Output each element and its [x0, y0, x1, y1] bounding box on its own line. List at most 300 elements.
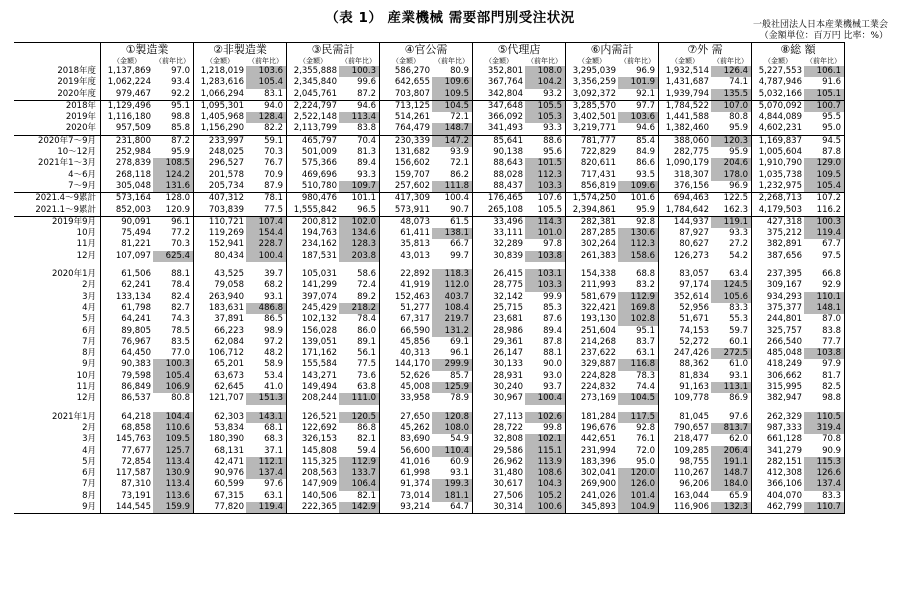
column-header: ①製造業: [101, 43, 194, 58]
ratio-cell: 93.2: [525, 89, 566, 101]
ratio-cell: 95.0: [618, 457, 659, 468]
amount-cell: 3,402,501: [572, 112, 616, 123]
amount-cell: 282,775: [673, 147, 709, 158]
amount-cell: 306,662: [766, 370, 802, 381]
ratio-cell: 72.1: [432, 158, 473, 169]
ratio-cell: 78.4: [339, 314, 380, 325]
amount-cell: 109,285: [673, 445, 709, 456]
row-label: 2021.1～9累計: [14, 205, 101, 217]
ratio-cell: 126.6: [804, 468, 845, 479]
amount-cell: 41,919: [400, 280, 430, 291]
ratio-cell: 113.4: [153, 457, 194, 468]
ratio-cell: 105.3: [525, 112, 566, 123]
table-row: [14, 112, 845, 123]
ratio-cell: 83.3: [804, 491, 845, 502]
amount-cell: 79,598: [121, 370, 151, 381]
amount-subheader: （金額）: [206, 57, 234, 65]
amount-cell: 231,800: [101, 135, 154, 147]
ratio-cell: 112.9: [339, 457, 380, 468]
ratio-cell: 115.3: [804, 457, 845, 468]
table-row: [14, 239, 845, 250]
ratio-cell: [618, 262, 659, 269]
ratio-cell: 113.1: [711, 382, 752, 393]
row-label: 2020年7～9月: [14, 135, 101, 147]
ratio-cell: 86.8: [339, 423, 380, 434]
ratio-cell: 148.7: [432, 123, 473, 135]
amount-cell: 117,587: [115, 468, 151, 479]
ratio-cell: 109.6: [432, 77, 473, 88]
amount-cell: 106,712: [208, 348, 244, 359]
amount-cell: 694,463: [659, 193, 712, 205]
amount-cell: 2,355,888: [293, 66, 337, 76]
ratio-cell: 100.3: [339, 66, 380, 77]
ratio-cell: 95.5: [804, 112, 845, 123]
amount-cell: 417,309: [380, 193, 433, 205]
ratio-cell: 115.1: [525, 446, 566, 457]
row-label: 6月: [14, 326, 101, 337]
amount-cell: 2,394,861: [572, 204, 616, 215]
amount-cell: [194, 262, 247, 269]
amount-cell: 126,521: [301, 411, 337, 422]
table-body: [14, 66, 845, 514]
ratio-cell: 93.3: [339, 170, 380, 181]
amount-cell: 144,545: [101, 502, 154, 514]
row-label: 7月: [14, 337, 101, 348]
amount-cell: 764,479: [394, 123, 430, 134]
ratio-cell: 89.2: [339, 292, 380, 303]
row-label: 2018年: [14, 100, 101, 112]
row-label: 12月: [14, 251, 101, 262]
amount-cell: 382,891: [766, 239, 802, 250]
table-row: [14, 359, 845, 370]
amount-cell: 88,437: [493, 180, 523, 191]
amount-cell: 73,014: [400, 490, 430, 501]
amount-cell: 257,602: [394, 180, 430, 191]
amount-cell: 717,431: [580, 169, 616, 180]
amount-cell: 375,212: [766, 228, 802, 239]
amount-cell: 442,651: [580, 434, 616, 445]
amount-cell: 144,170: [394, 359, 430, 370]
table-row: [14, 446, 845, 457]
ratio-cell: 55.3: [711, 314, 752, 325]
ratio-subheader: （前年比）: [618, 57, 659, 66]
table-row: [14, 502, 845, 514]
amount-cell: 3,285,570: [566, 100, 619, 112]
amount-cell: 1,005,604: [758, 147, 802, 158]
ratio-cell: 100.3: [804, 216, 845, 228]
amount-cell: 388,060: [659, 135, 712, 147]
ratio-cell: 103.6: [246, 66, 287, 77]
ratio-cell: 83.8: [804, 326, 845, 337]
amount-cell: 110,721: [194, 216, 247, 228]
amount-cell: 80,627: [679, 239, 709, 250]
ratio-cell: 103.8: [804, 348, 845, 359]
amount-cell: [380, 405, 433, 412]
ratio-cell: 94.6: [618, 123, 659, 135]
ratio-cell: [618, 405, 659, 412]
amount-cell: 30,314: [473, 502, 526, 514]
ratio-cell: [711, 405, 752, 412]
ratio-cell: 154.4: [246, 228, 287, 239]
ratio-cell: 109.5: [432, 89, 473, 101]
ratio-cell: 96.9: [618, 66, 659, 77]
table-row: [14, 423, 845, 434]
ratio-cell: 219.7: [432, 314, 473, 325]
ratio-cell: 120.5: [339, 412, 380, 423]
ratio-cell: 103.3: [525, 280, 566, 291]
table-row: [14, 479, 845, 490]
amount-cell: 67,315: [214, 490, 244, 501]
row-label: 4月: [14, 303, 101, 314]
ratio-cell: 126.4: [711, 66, 752, 77]
amount-cell: 934,293: [766, 291, 802, 302]
ratio-cell: 103.6: [618, 112, 659, 123]
ratio-cell: 94.0: [246, 100, 287, 112]
amount-cell: 154,338: [580, 269, 616, 280]
ratio-cell: [804, 405, 845, 412]
ratio-cell: 90.7: [432, 205, 473, 217]
ratio-cell: 93.1: [432, 468, 473, 479]
table-row: [14, 412, 845, 423]
ratio-cell: 151.3: [246, 393, 287, 404]
column-header: ⑤代理店: [473, 43, 566, 58]
table-row: [14, 89, 845, 101]
row-label: 5月: [14, 457, 101, 468]
ratio-cell: 95.0: [804, 123, 845, 135]
row-label: 2021年1～3月: [14, 158, 101, 169]
row-label: 2021.4～9累計: [14, 193, 101, 205]
amount-cell: 90,091: [101, 216, 154, 228]
amount-cell: [473, 405, 526, 412]
ratio-cell: 93.4: [153, 77, 194, 88]
ratio-cell: 486.8: [246, 303, 287, 314]
ratio-subheader: （前年比）: [804, 57, 845, 66]
amount-cell: 152,941: [208, 239, 244, 250]
ratio-cell: [804, 262, 845, 269]
amount-cell: 194,763: [301, 228, 337, 239]
amount-cell: 52,272: [679, 336, 709, 347]
amount-cell: 145,763: [115, 434, 151, 445]
ratio-cell: 90.0: [525, 359, 566, 370]
ratio-cell: 98.9: [246, 326, 287, 337]
ratio-cell: 77.2: [153, 228, 194, 239]
amount-cell: 342,804: [487, 88, 523, 99]
spacer-row: [14, 405, 845, 412]
ratio-cell: [432, 262, 473, 269]
column-header: ④官公需: [380, 43, 473, 58]
amount-cell: 42,471: [214, 456, 244, 467]
ratio-cell: 113.4: [153, 479, 194, 490]
amount-cell: 145,808: [301, 445, 337, 456]
amount-cell: 278,839: [115, 158, 151, 169]
table-row: [14, 170, 845, 181]
amount-cell: 91,163: [679, 382, 709, 393]
amount-cell: [659, 262, 712, 269]
amount-cell: 56,600: [400, 445, 430, 456]
amount-cell: 485,048: [766, 348, 802, 359]
ratio-cell: 97.6: [711, 412, 752, 423]
spacer-row: [14, 262, 845, 269]
ratio-cell: 184.0: [711, 479, 752, 490]
amount-cell: 218,477: [673, 434, 709, 445]
row-label: [14, 405, 101, 412]
row-label: 2019年: [14, 112, 101, 123]
amount-cell: 77,677: [121, 445, 151, 456]
ratio-cell: 101.6: [618, 193, 659, 205]
amount-subheader: （金額）: [578, 57, 606, 65]
ratio-cell: 116.2: [804, 205, 845, 217]
amount-cell: 76,967: [121, 336, 151, 347]
ratio-cell: 111.0: [339, 393, 380, 404]
amount-cell: 86,537: [121, 393, 151, 404]
ratio-cell: 105.6: [711, 292, 752, 303]
amount-cell: 90,383: [121, 359, 151, 370]
ratio-cell: 63.1: [246, 491, 287, 502]
ratio-cell: 181.1: [432, 491, 473, 502]
ratio-cell: 158.6: [618, 251, 659, 262]
ratio-cell: 99.9: [525, 292, 566, 303]
amount-cell: 116,906: [659, 502, 712, 514]
ratio-cell: 113.9: [525, 457, 566, 468]
row-label: 2月: [14, 423, 101, 434]
ratio-cell: 92.8: [618, 423, 659, 434]
ratio-cell: 70.3: [153, 239, 194, 250]
amount-cell: 5,032,166: [758, 88, 802, 99]
amount-cell: 347,648: [473, 100, 526, 112]
ratio-cell: 103.8: [525, 251, 566, 262]
amount-cell: 2,268,713: [752, 193, 805, 205]
amount-cell: 53,834: [214, 422, 244, 433]
amount-cell: 404,070: [766, 490, 802, 501]
ratio-cell: 76.1: [618, 434, 659, 445]
amount-cell: 2,224,797: [287, 100, 340, 112]
amount-cell: 62,241: [121, 280, 151, 291]
table-row: [14, 251, 845, 262]
amount-cell: 61,798: [121, 302, 151, 313]
ratio-cell: 83.3: [711, 303, 752, 314]
ratio-cell: 119.4: [804, 228, 845, 239]
amount-cell: 309,167: [766, 280, 802, 291]
table-row: [14, 434, 845, 445]
ratio-cell: 87.9: [246, 181, 287, 193]
amount-cell: 979,467: [115, 88, 151, 99]
amount-cell: 26,147: [493, 348, 523, 359]
column-header: ⑧総 額: [752, 43, 845, 58]
ratio-cell: 107.2: [804, 193, 845, 205]
amount-cell: 81,045: [679, 411, 709, 422]
ratio-cell: 142.9: [339, 502, 380, 514]
ratio-subheader: （前年比）: [339, 57, 380, 66]
ratio-cell: 104.3: [525, 479, 566, 490]
table-row: [14, 468, 845, 479]
amount-cell: [566, 262, 619, 269]
ratio-subheader: （前年比）: [525, 57, 566, 66]
ratio-cell: 68.8: [618, 269, 659, 280]
ratio-cell: 625.4: [153, 251, 194, 262]
amount-cell: 345,893: [566, 502, 619, 514]
amount-cell: 261,383: [580, 250, 616, 261]
ratio-cell: 105.2: [525, 491, 566, 502]
amount-cell: 27,113: [493, 411, 523, 422]
table-row: [14, 393, 845, 404]
amount-cell: 241,026: [580, 490, 616, 501]
amount-cell: 200,812: [287, 216, 340, 228]
ratio-cell: 85.7: [432, 371, 473, 382]
amount-cell: 367,764: [487, 77, 523, 88]
ratio-cell: 92.9: [804, 280, 845, 291]
amount-cell: 322,421: [580, 302, 616, 313]
amount-cell: 110,267: [673, 468, 709, 479]
ratio-cell: 109.5: [153, 434, 194, 445]
ratio-cell: 95.9: [618, 205, 659, 217]
amount-cell: 30,967: [493, 393, 523, 404]
row-label: 8月: [14, 348, 101, 359]
row-label: 5月: [14, 314, 101, 325]
ratio-cell: 107.4: [246, 216, 287, 228]
ratio-cell: 103.1: [525, 269, 566, 280]
amount-cell: 407,312: [194, 193, 247, 205]
ratio-cell: 104.5: [618, 393, 659, 404]
amount-cell: 73,191: [121, 490, 151, 501]
ratio-cell: 103.3: [525, 181, 566, 193]
ratio-cell: 64.7: [432, 502, 473, 514]
amount-cell: 282,381: [566, 216, 619, 228]
ratio-cell: 108.0: [432, 423, 473, 434]
ratio-cell: 125.7: [153, 446, 194, 457]
table-row: [14, 280, 845, 291]
amount-cell: 33,496: [473, 216, 526, 228]
ratio-cell: 27.2: [711, 239, 752, 250]
table-row: [14, 326, 845, 337]
ratio-cell: 77.7: [804, 337, 845, 348]
ratio-cell: 78.3: [618, 371, 659, 382]
ratio-cell: 73.6: [339, 371, 380, 382]
amount-cell: 33,958: [400, 393, 430, 404]
amount-cell: 1,218,019: [200, 66, 244, 76]
row-label: 9月: [14, 359, 101, 370]
amount-cell: 32,808: [493, 434, 523, 445]
amount-cell: 5,070,092: [752, 100, 805, 112]
amount-cell: 29,586: [493, 445, 523, 456]
amount-cell: 33,111: [493, 228, 523, 239]
amount-cell: 196,676: [580, 422, 616, 433]
ratio-cell: 87.8: [525, 337, 566, 348]
ratio-cell: 101.1: [339, 193, 380, 205]
ratio-cell: 78.9: [432, 393, 473, 404]
amount-cell: 29,361: [493, 336, 523, 347]
ratio-cell: 134.6: [339, 228, 380, 239]
ratio-cell: 130.6: [618, 228, 659, 239]
amount-cell: 45,008: [400, 382, 430, 393]
amount-cell: 222,365: [287, 502, 340, 514]
amount-cell: 352,614: [673, 291, 709, 302]
amount-cell: 856,819: [580, 180, 616, 191]
row-label: 2020年度: [14, 89, 101, 101]
amount-cell: 263,940: [208, 291, 244, 302]
amount-cell: 1,232,975: [758, 180, 802, 191]
amount-cell: 382,947: [766, 393, 802, 404]
amount-cell: 22,892: [400, 269, 430, 280]
ratio-cell: 104.4: [153, 412, 194, 423]
amount-cell: 820,611: [580, 158, 616, 169]
amount-cell: 30,617: [493, 479, 523, 490]
ratio-cell: 58.6: [339, 269, 380, 280]
amount-cell: 27,650: [400, 411, 430, 422]
amount-cell: 152,463: [394, 291, 430, 302]
ratio-cell: [153, 262, 194, 269]
amount-cell: [752, 405, 805, 412]
amount-cell: 88,362: [679, 359, 709, 370]
amount-cell: 96,206: [679, 479, 709, 490]
ratio-cell: 90.9: [804, 446, 845, 457]
row-label: 4月: [14, 446, 101, 457]
ratio-cell: 128.0: [153, 193, 194, 205]
ratio-cell: 86.5: [246, 314, 287, 325]
ratio-cell: 108.5: [153, 158, 194, 169]
ratio-subheader: （前年比）: [711, 57, 752, 66]
row-label: 2021年1月: [14, 412, 101, 423]
ratio-cell: 74.4: [618, 382, 659, 393]
amount-cell: 31,480: [493, 468, 523, 479]
amount-cell: 32,142: [493, 291, 523, 302]
amount-cell: 201,578: [208, 169, 244, 180]
row-label: 6月: [14, 468, 101, 479]
ratio-cell: 122.5: [711, 193, 752, 205]
amount-cell: 287,285: [580, 228, 616, 239]
amount-cell: 305,048: [115, 180, 151, 191]
amount-cell: 155,584: [301, 359, 337, 370]
table-row: [14, 77, 845, 88]
ratio-cell: 112.3: [618, 239, 659, 250]
ratio-cell: 97.7: [618, 100, 659, 112]
amount-cell: 245,429: [301, 302, 337, 313]
amount-cell: 40,313: [400, 348, 430, 359]
amount-cell: 79,058: [214, 280, 244, 291]
ratio-cell: 97.5: [804, 251, 845, 262]
amount-cell: 30,133: [493, 359, 523, 370]
ratio-cell: 88.1: [153, 269, 194, 280]
amount-cell: 208,563: [301, 468, 337, 479]
ratio-cell: 89.1: [339, 337, 380, 348]
ratio-cell: 105.4: [804, 181, 845, 193]
ratio-cell: 37.1: [246, 446, 287, 457]
ratio-cell: 61.0: [711, 359, 752, 370]
amount-subheader: （金額）: [299, 57, 327, 65]
row-label: 2月: [14, 280, 101, 291]
amount-cell: 159,707: [394, 169, 430, 180]
ratio-cell: 97.0: [153, 66, 194, 77]
amount-cell: 231,994: [580, 445, 616, 456]
amount-cell: 722,829: [580, 147, 616, 158]
amount-cell: 1,910,790: [758, 158, 802, 169]
amount-cell: 75,494: [121, 228, 151, 239]
ratio-cell: 102.8: [618, 314, 659, 325]
ratio-cell: 95.9: [153, 147, 194, 158]
amount-cell: 65,201: [214, 359, 244, 370]
amount-cell: 140,506: [301, 490, 337, 501]
amount-cell: 52,956: [679, 302, 709, 313]
ratio-cell: 112.1: [246, 457, 287, 468]
ratio-cell: 109.6: [618, 181, 659, 193]
amount-cell: 62,303: [214, 411, 244, 422]
ratio-cell: 100.7: [804, 100, 845, 112]
ratio-cell: 106.4: [339, 479, 380, 490]
ratio-cell: 85.8: [153, 123, 194, 135]
ratio-cell: 77.5: [339, 359, 380, 370]
row-label: 2018年度: [14, 66, 101, 77]
ratio-cell: 87.0: [804, 314, 845, 325]
amount-cell: 418,249: [766, 359, 802, 370]
